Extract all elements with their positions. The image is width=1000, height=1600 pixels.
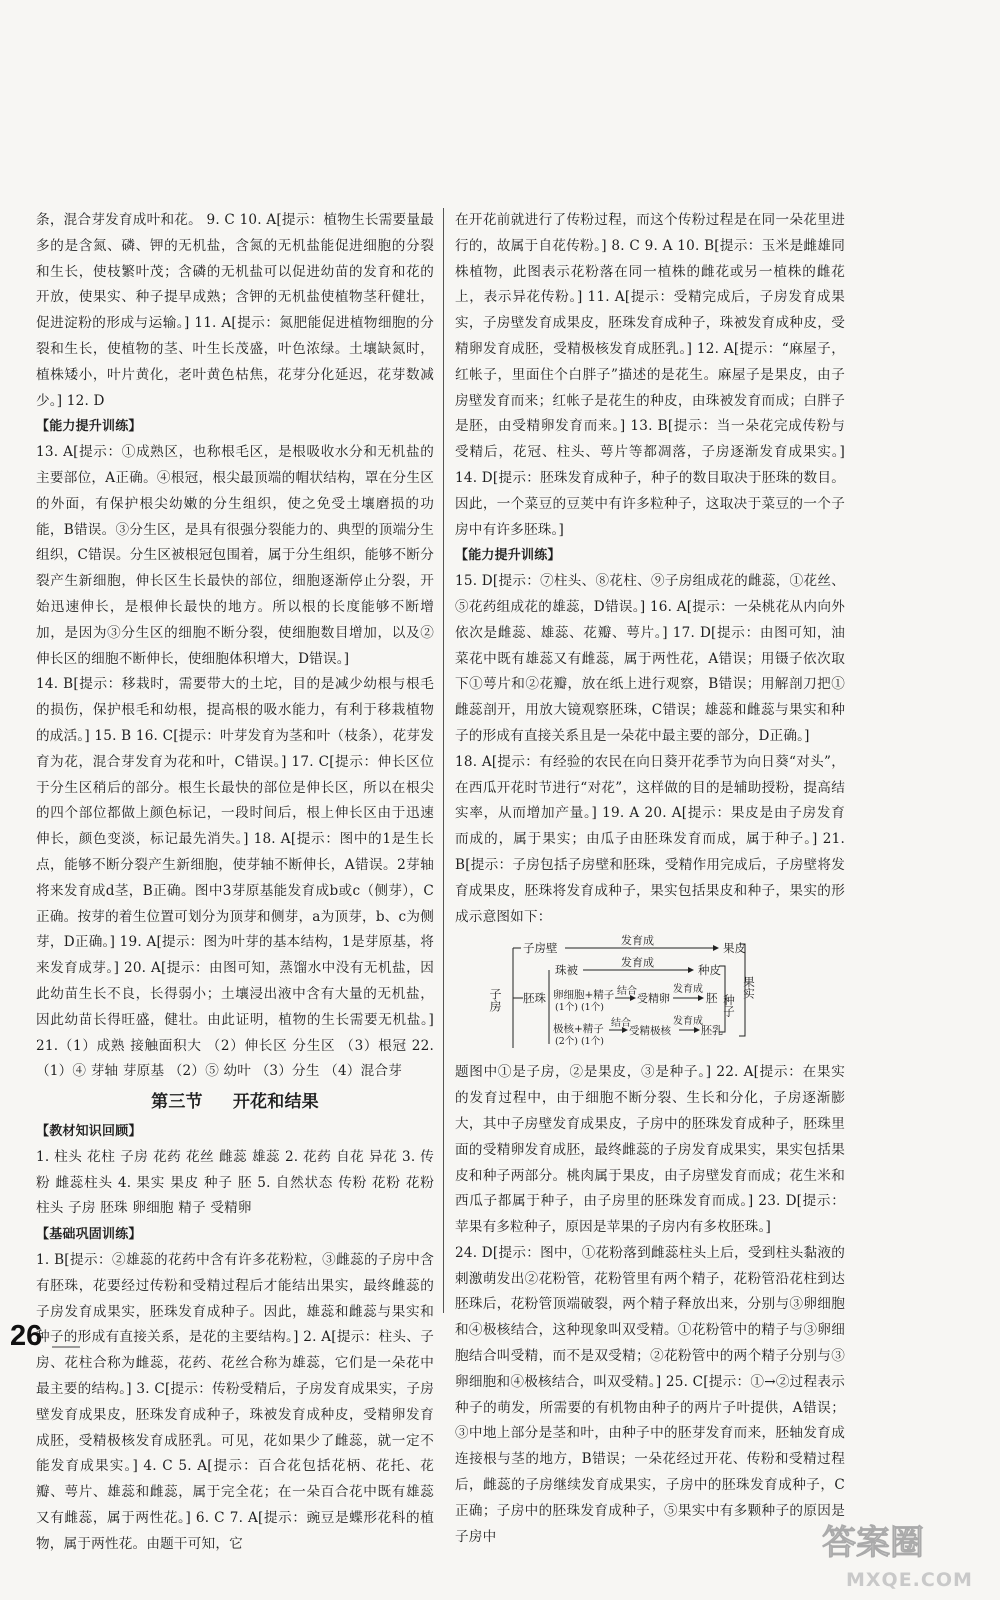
paragraph: 15. D[提示：⑦柱头、⑧花柱、⑨子房组成花的雌蕊，①花丝、⑤花药组成花的雄蕊，D错误。] 16. A[提示：一朵桃花从内向外依次是雌蕊、雄蕊、花瓣、萼片。] 17. D[提示：由图可知，油菜花中既有雄蕊又有雌蕊，属于两性花，A错误；用镊子依次取下①萼片和②花瓣，放在纸上进行观察，B错误；用解剖刀把①雌蕊剖开，用放大镜观察胚珠，C错误；雄蕊和雌蕊与果实和种子的形成有直接关系且是一朵花中最主要的部分，D正确。] [455,573,845,744]
paragraph: 条，混合芽发育成叶和花。 9. C 10. A[提示：植物生长需要量最多的是含氮、磷、钾的无机盐，含氮的无机盐能促进细胞的分裂和生长，使枝繁叶茂；含磷的无机盐可以促进幼苗的发育和花的开放，使果实、种子提早成熟；含钾的无机盐使植物茎秆健壮，促进淀粉的形成与运输。] 11. A[提示：氮肥能促进植物细胞的分裂和生长，使植物的茎、叶生长茂盛，叶色浓绿。土壤缺氮时，植株矮小，叶片黄化，老叶黄色枯焦，花芽分化延迟，花芽数减少。] 12. D [36,212,434,409]
watermark-url: MXQE.COM [846,1569,973,1591]
paragraph: 1. B[提示：②雄蕊的花药中含有许多花粉粒，③雌蕊的子房中含有胚珠，花要经过传粉和受精过程后才能结出果实，最终雌蕊的子房发育成果实，胚珠发育成种子。因此，雄蕊和雌蕊与果实和种子的形成有直接关系，是花的主要结构。] 2. A[提示：柱头、子房、花柱合称为雌蕊，花药、花丝合称为雄蕊，它们是一朵花中最主要的结构。] 3. C[提示：传粉受精后，子房发育成果实，子房壁发育成果皮，胚珠发育成种子，珠被发育成种皮，受精卵发育成胚，受精极核发育成胚乳。可见，花如果少了雌蕊，就一定不能发育成果实。] 4. C 5. A[提示：百合花包括花柄、花托、花瓣、萼片、雄蕊和雌蕊，属于完全花；在一朵百合花中既有雄蕊又有雌蕊，属于两性花。] 6. C 7. A[提示：豌豆是蝶形花科的植物，属于两性花。由题干可知，它 [36,1252,434,1552]
watermark-logo [816,1512,986,1594]
paragraph: 题图中①是子房，②是果皮，③是种子。] 22. A[提示：在果实的发育过程中，由于细胞不断分裂、生长和分化，子房逐渐膨大，其中子房壁发育成果皮，子房中的胚珠发育成种子，胚珠里面的受精卵发育成胚，最终雌蕊的子房发育成果实，果实包括果皮和种子两部分。桃肉属于果皮，由子房壁发育而成；花生米和西瓜子都属于种子，由子房里的胚珠发育而成。] 23. D[提示：苹果有多粒种子，原因是苹果的子房内有多枚胚珠。] [455,1064,845,1236]
diagram-one-each: (1个) (1个) [555,1002,604,1014]
paragraph: 14. B[提示：移栽时，需要带大的土坨，目的是减少幼根与根毛的损伤，保护根毛和幼根，提高根的吸水能力，有利于移栽植物的成活。] 15. B 16. C[提示：叶芽发育为茎和叶（枝条），花芽发育为花，混合芽发育为花和叶，C错误。] 17. C[提示：伸长区位于分生区稍后的部分。根生长最快的部位是伸长区，所以在根尖的四个部位都做上颜色标记，一段时间后，根上伸长区由于迅速伸长，颜色变淡，标记最先消失。] 18. A[提示：图中的1是生长点，能够不断分裂产生新细胞，使芽轴不断伸长，A错误。2芽轴将来发育成d茎，B正确。图中3芽原基能发育成b或c（侧芽），C正确。按芽的着生位置可划分为顶芽和侧芽，a为顶芽，b、c为侧芽，D正确。] 19. A[提示：图为叶芽的基本结构，1是芽原基，将来发育成芽。] 20. A[提示：由图可知，蒸馏水中没有无机盐，因此幼苗生长不良，长得弱小；土壤浸出液中含有大量的无机盐，因此幼苗长得旺盛，健壮。由此证明，植物的生长需要无机盐。] 21.（1）成熟 接触面积大 （2）伸长区 分生区 （3）根冠 22.（1）④ 芽轴 芽原基 （2）⑤ 幼叶 （3）分生 （4）混合芽 [36,676,434,1080]
right-column [455,208,845,1550]
watermark-svg [816,1512,986,1594]
diagram-endosperm: 胚乳 [701,1024,723,1038]
page-number-rule [52,1346,80,1348]
diagram-ovary: 子房 [488,988,502,1013]
paragraph: 在开花前就进行了传粉过程，而这个传粉过程是在同一朵花里进行的，故属于自花传粉。] 8. C 9. A 10. B[提示：玉米是雌雄同株植物，此图表示花粉落在同一植株的雌花或另一植株的雌花上，表示异花传粉。] 11. A[提示：受精完成后，子房发育成果实，子房壁发育成果皮，胚珠发育成种子，珠被发育成种皮，受精卵发育成胚，受精极核发育成胚乳。] 12. A[提示：“麻屋子，红帐子，里面住个白胖子”描述的是花生。麻屋子是果皮，由子房壁发育而来；红帐子是花生的种皮，由珠被发育而成；白胖子是胚，由受精卵发育而来。] 13. B[提示：当一朵花完成传粉与受精后，花冠、柱头、萼片等都凋落，子房逐渐发育成果实。] 14. D[提示：胚珠发育成种子，种子的数目取决于胚珠的数目。因此，一个菜豆的豆荚中有许多粒种子，这取决于菜豆的一个子房中有许多胚珠。] [455,212,845,538]
bracket-ticks [513,948,523,998]
diagram-polar-sperm: 极核+精子 [553,1023,604,1036]
diagram-ovule: 胚珠 [523,991,546,1006]
paragraph: 24. D[提示：图中，①花粉落到雌蕊柱头上后，受到柱头黏液的刺激萌发出②花粉管，花粉管里有两个精子，花粉管沿花柱到达胚珠后，花粉管顶端破裂，两个精子释放出来，分别与③卵细胞和④极核结合，这种现象叫双受精。①花粉管中的精子与③卵细胞结合叫受精，而不是双受精；②花粉管中的两个精子分别与③卵细胞和④极核结合，叫双受精。] 25. C[提示：①→②过程表示种子的萌发，所需要的有机物由种子的两片子叶提供，A错误；③中地上部分是茎和叶，由种子中的胚芽发育而来，胚轴发育成连接根与茎的地方，B错误；一朵花经过开花、传粉和受精过程后，雌蕊的子房继续发育成果实，子房中的胚珠发育成种子，C正确；子房中的胚珠发育成种子，⑤果实中有多颗种子的原因是子房中 [455,1244,845,1545]
paragraph: 1. 柱头 花柱 子房 花药 花丝 雌蕊 雄蕊 2. 花药 自花 异花 3. 传粉 雌蕊柱头 4. 果实 果皮 种子 胚 5. 自然状态 传粉 花粉 花粉 柱头 子房 胚珠 卵细胞 精子 受精卵 [36,1148,434,1217]
diagram-combine-2: 结合 [611,1018,631,1030]
section-number: 第三节 [151,1092,203,1113]
section-heading-basic: 【基础巩固训练】 [36,1227,142,1243]
watermark-text: 答案圈 [822,1523,924,1563]
fruit-formation-diagram [488,934,845,1054]
section-name: 开花和结果 [232,1092,319,1113]
section-heading-ability: 【能力提升训练】 [36,419,142,435]
paragraph: 18. A[提示：有经验的农民在向日葵开花季节为向日葵“对头”，在西瓜开花时节进行“对花”，这样做的目的是辅助授粉，提高结实率，从而增加产量。] 19. A 20. A[提示：果皮是由子房发育而成的，属于果实；由瓜子由胚珠发育而成，属于种子。] 21. B[提示：子房包括子房壁和胚珠，受精作用完成后，子房壁将发育成果皮，胚珠将发育成种子，果实包括果皮和种子，果实的形成示意图如下： [455,753,845,925]
left-column [36,208,434,1558]
section-title [36,1087,434,1117]
column-divider [443,208,444,1313]
section-heading-ability: 【能力提升训练】 [455,548,561,564]
diagram-pericarp: 果皮 [723,941,746,956]
diagram-embryo: 胚 [706,991,718,1006]
diagram-develops-4: 发育成 [673,1016,703,1028]
diagram-two-one: (2个) (1个) [555,1036,604,1048]
diagram-develops: 发育成 [621,934,654,948]
diagram-develops-2: 发育成 [621,956,654,970]
diagram-seed: 种子 [722,994,736,1018]
section-heading-textbook: 【教材知识回顾】 [36,1124,142,1140]
diagram-seed-coat: 种皮 [698,963,721,978]
diagram-svg [488,934,793,1054]
diagram-zygote: 受精卵 [637,992,670,1006]
paragraph: 13. A[提示：①成熟区，也称根毛区，是根吸收水分和无机盐的主要部位，A正确。④根冠，根尖最顶端的帽状结构，罩在分生区的外面，有保护根尖幼嫩的分生组织，使之免受土壤磨损的功能，B错误。③分生区，是具有很强分裂能力的、典型的顶端分生组织，C错误。分生区被根冠包围着，属于分生组织，能够不断分裂产生新细胞，伸长区生长最快的部位，细胞逐渐停止分裂，开始迅速伸长，是根伸长最快的地方。所以根的长度能够不断增加，是因为③分生区的细胞不断分裂，使细胞数目增加，以及②伸长区的细胞不断伸长，使细胞体积增大，D错误。] [36,444,434,667]
page-number: 26 [10,1320,43,1352]
diagram-develops-3: 发育成 [673,984,703,996]
diagram-fert-polar: 受精极核 [629,1025,671,1038]
diagram-fruit: 果实 [742,976,756,1000]
diagram-egg-sperm: 卵细胞+精子 [553,989,615,1002]
diagram-combine: 结合 [617,986,637,998]
diagram-integument: 珠被 [555,963,578,978]
diagram-ovary-wall: 子房壁 [523,941,558,956]
